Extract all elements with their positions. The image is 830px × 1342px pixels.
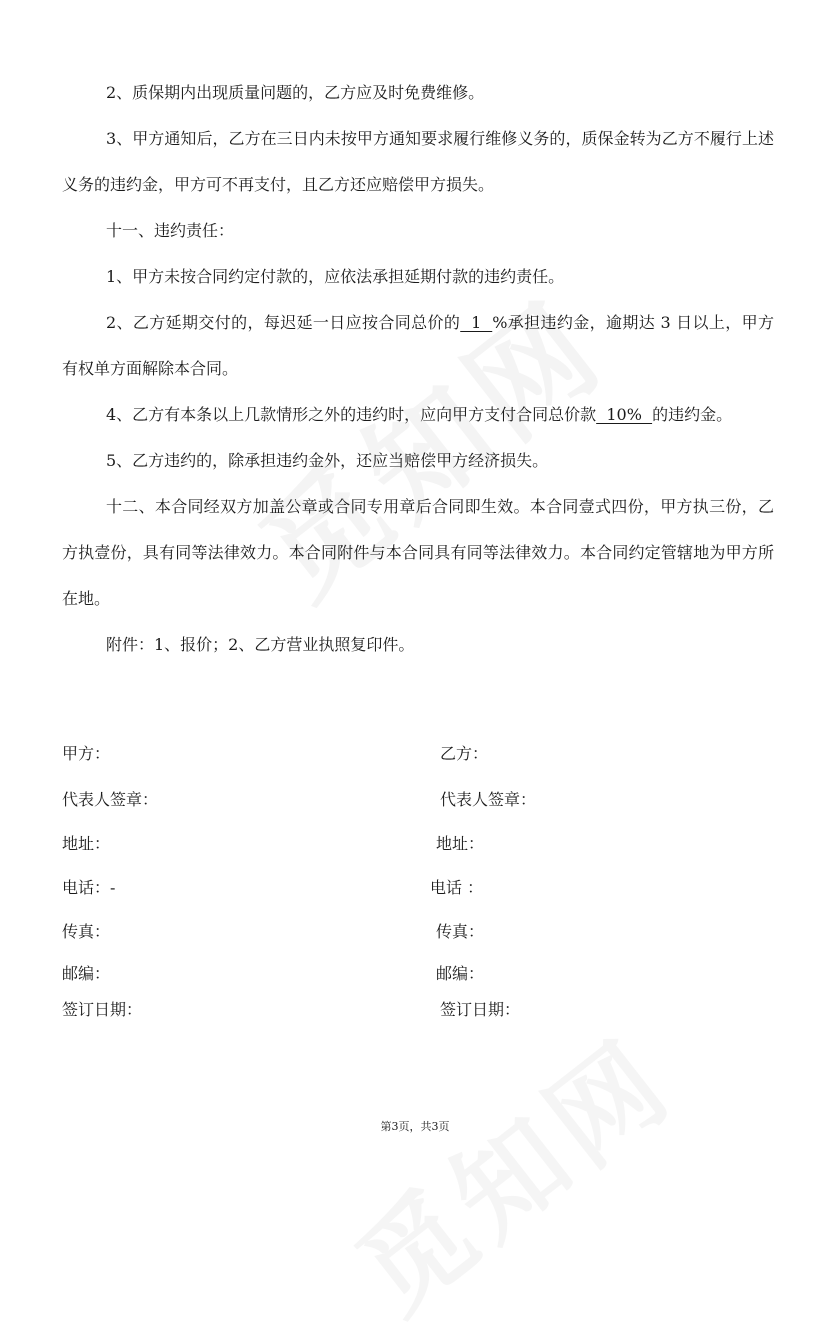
late-delivery-text-a: 2、乙方延期交付的，每迟延一日应按合同总价的 xyxy=(106,313,461,332)
other-breach-text-b: 的违约金。 xyxy=(652,405,733,424)
paragraph-warranty-penalty: 3、甲方通知后，乙方在三日内未按甲方通知要求履行维修义务的，质保金转为乙方不履行上述义务的违约金，甲方可不再支付，且乙方还应赔偿甲方损失。 xyxy=(62,129,774,194)
paragraph-effectiveness: 十二、本合同经双方加盖公章或合同专用章后合同即生效。本合同壹式四份，甲方执三份，乙方执壹份，具有同等法律效力。本合同附件与本合同具有同等法律效力。本合同约定管辖地为甲方所在地。 xyxy=(62,497,774,608)
paragraph-late-delivery xyxy=(62,300,774,392)
party-b-name-label: 乙方： xyxy=(440,744,489,763)
party-b-postcode-label: 邮编： xyxy=(436,964,485,983)
party-a-representative-label: 代表人签章： xyxy=(62,790,159,809)
late-delivery-text-b: %承担违约金，逾期达 3 日以上，甲方有权单方面解除本合同。 xyxy=(62,313,775,378)
contract-body xyxy=(62,70,774,668)
page-number: 第3页，共3页 xyxy=(380,1120,450,1133)
party-a-name-label: 甲方： xyxy=(62,744,111,763)
party-a-address-label: 地址： xyxy=(62,834,111,853)
other-breach-text-a: 4、乙方有本条以上几款情形之外的违约时，应向甲方支付合同总价款 xyxy=(106,405,597,424)
paragraph-damages: 5、乙方违约的，除承担违约金外，还应当赔偿甲方经济损失。 xyxy=(106,451,549,470)
party-b-representative-label: 代表人签章： xyxy=(440,790,537,809)
watermark-bottom xyxy=(320,996,701,1342)
party-a-date-label: 签订日期： xyxy=(62,1000,143,1019)
party-a-fax-label: 传真： xyxy=(62,922,111,941)
paragraph-late-payment: 1、甲方未按合同约定付款的，应依法承担延期付款的违约责任。 xyxy=(106,267,565,286)
party-b-address-label: 地址： xyxy=(436,834,485,853)
section-heading-liability: 十一、违约责任： xyxy=(106,221,235,240)
other-breach-rate: 10% xyxy=(596,405,653,424)
party-a-phone-label: 电话：- xyxy=(62,878,116,897)
paragraph-attachments: 附件：1、报价；2、乙方营业执照复印件。 xyxy=(106,635,415,654)
paragraph-warranty-repair: 2、质保期内出现质量问题的，乙方应及时免费维修。 xyxy=(106,83,485,102)
paragraph-other-breach xyxy=(62,392,774,438)
party-b-fax-label: 传真： xyxy=(436,922,485,941)
party-b-date-label: 签订日期： xyxy=(440,1000,521,1019)
page-footer xyxy=(0,1118,830,1134)
late-delivery-rate: 1 xyxy=(460,313,493,332)
party-b-phone-label: 电话 ： xyxy=(430,878,484,897)
party-a-postcode-label: 邮编： xyxy=(62,964,111,983)
